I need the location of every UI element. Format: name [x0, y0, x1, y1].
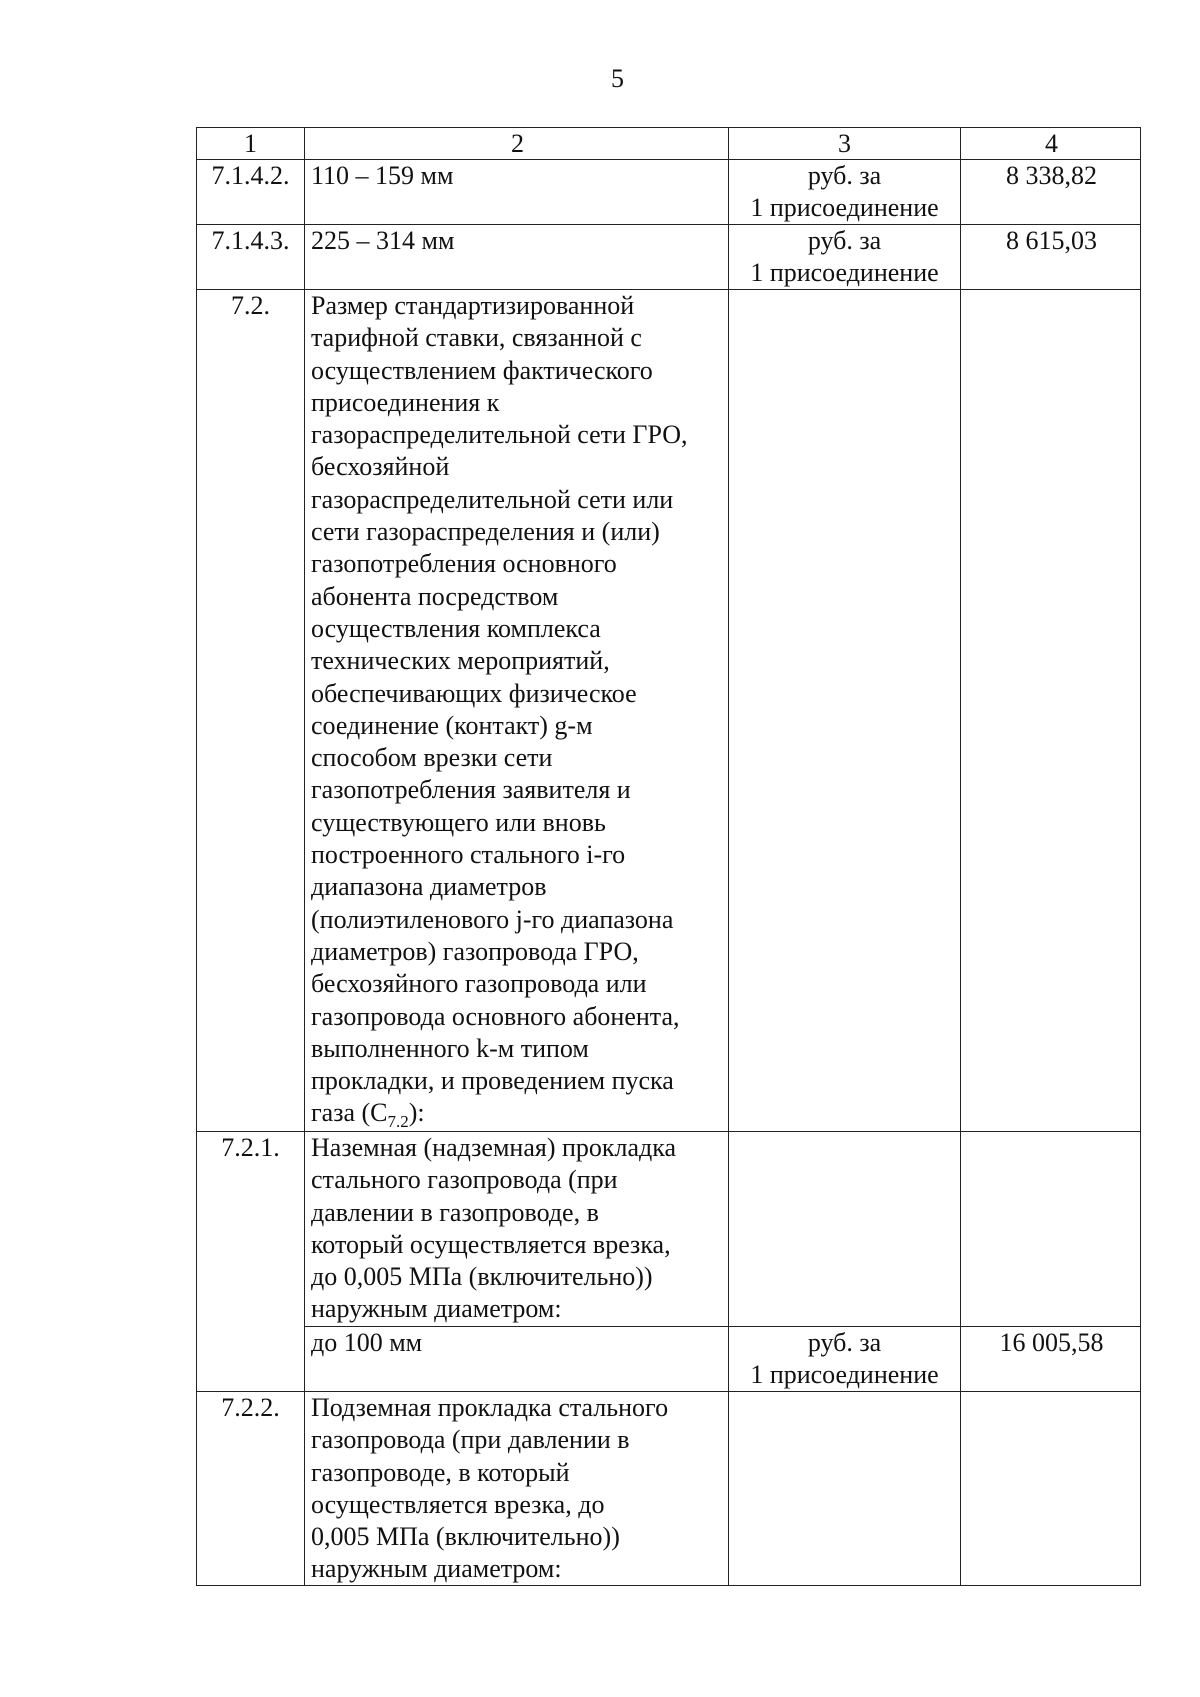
header-col-4: 4: [960, 127, 1141, 159]
description-line: который осуществляется врезка,: [311, 1229, 671, 1259]
description-line: до 0,005 МПа (включительно)): [311, 1262, 653, 1292]
description-line: Подземная прокладка стального: [311, 1393, 669, 1422]
description-line: бесхозяйной: [311, 452, 450, 482]
description-line: газораспределительной сети ГРО,: [311, 420, 688, 450]
description-line: Наземная (надземная) прокладка: [311, 1133, 677, 1162]
unit-line-1: руб. за: [807, 1328, 882, 1357]
formula-subscript: 7.2: [387, 1112, 409, 1132]
description-line: газопровода основного абонента,: [311, 1001, 680, 1031]
table-subrow: [304, 1131, 1141, 1326]
table-row: [196, 289, 1141, 1131]
header-col-1: 1: [196, 127, 304, 159]
table-header-row: [196, 127, 1141, 159]
description-line: технических мероприятий,: [311, 646, 610, 676]
tariff-table: [196, 127, 1141, 1586]
description-line: способом врезки сети: [311, 743, 553, 773]
description-line: прокладки, и проведением пуска: [311, 1066, 674, 1096]
row-unit: [728, 159, 960, 224]
row-value: 16 005,58: [960, 1326, 1141, 1391]
description-line: тарифной ставки, связанной с: [311, 323, 642, 353]
unit-line-1: руб. за: [807, 226, 882, 255]
row-value: 8 338,82: [960, 159, 1141, 224]
description-line: присоединения к: [311, 387, 500, 417]
description-line: осуществления комплекса: [311, 613, 601, 643]
row-code: 7.2.1.: [196, 1131, 304, 1391]
formula-suffix: ):: [408, 1098, 425, 1128]
description-line: газопроводе, в который: [311, 1457, 570, 1487]
row-code: 7.1.4.2.: [196, 159, 304, 224]
row-code: 7.2.2.: [196, 1391, 304, 1586]
row-description: 225 – 314 мм: [304, 224, 728, 289]
description-line: давлении в газопроводе, в: [311, 1197, 599, 1227]
description-line: построенного стального i-го: [311, 840, 626, 870]
description-line: осуществлением фактического: [311, 355, 653, 385]
formula-prefix: газа (С: [311, 1098, 388, 1128]
description-line: газопотребления основного: [311, 549, 617, 579]
description-line: соединение (контакт) g-м: [311, 710, 593, 740]
table-row: [196, 1391, 1141, 1586]
description-line: обеспечивающих физическое: [311, 678, 637, 708]
row-unit: [728, 289, 960, 1131]
row-value: 8 615,03: [960, 224, 1141, 289]
row-value: [960, 289, 1141, 1131]
description-line: диаметров) газопровода ГРО,: [311, 936, 639, 966]
description-line: газораспределительной сети или: [311, 484, 674, 514]
row-code: 7.1.4.3.: [196, 224, 304, 289]
row-unit: [728, 224, 960, 289]
row-description: [304, 289, 728, 1131]
description-line: наружным диаметром:: [311, 1554, 562, 1584]
row-unit: [728, 1326, 960, 1391]
description-line: абонента посредством: [311, 581, 559, 611]
row-value: [960, 1391, 1141, 1586]
row-unit: [728, 1391, 960, 1586]
row-body: [304, 1131, 1141, 1391]
row-description: [304, 1131, 728, 1326]
description-line: осуществляется врезка, до: [311, 1489, 605, 1519]
unit-line-2: 1 присоединение: [750, 193, 939, 223]
description-line: бесхозяйного газопровода или: [311, 969, 647, 999]
row-description: [304, 1391, 728, 1586]
row-sub-description: до 100 мм: [304, 1326, 728, 1391]
description-line: диапазона диаметров: [311, 872, 547, 902]
description-line: газопотребления заявителя и: [311, 775, 631, 805]
unit-line-2: 1 присоединение: [750, 1360, 939, 1390]
description-line: (полиэтиленового j-го диапазона: [311, 904, 674, 934]
description-line: 0,005 МПа (включительно)): [311, 1522, 620, 1552]
table-row: [196, 224, 1141, 289]
page-number: 5: [611, 64, 624, 93]
description-line: стального газопровода (при: [311, 1165, 618, 1195]
description-line: Размер стандартизированной: [311, 291, 635, 320]
row-code: 7.2.: [196, 289, 304, 1131]
description-line: существующего или вновь: [311, 807, 606, 837]
table-row: [196, 1131, 1141, 1391]
header-col-2: 2: [304, 127, 728, 159]
description-line: сети газораспределения и (или): [311, 517, 660, 547]
description-line: выполненного k-м типом: [311, 1033, 589, 1063]
unit-line-2: 1 присоединение: [750, 258, 939, 288]
description-line: газопровода (при давлении в: [311, 1425, 630, 1455]
unit-line-1: руб. за: [807, 161, 882, 190]
table-row: [196, 159, 1141, 224]
header-col-3: 3: [728, 127, 960, 159]
row-value: [960, 1131, 1141, 1326]
row-unit: [728, 1131, 960, 1326]
table-subrow: [304, 1326, 1141, 1391]
row-description: 110 – 159 мм: [304, 159, 728, 224]
description-line: наружным диаметром:: [311, 1294, 562, 1324]
